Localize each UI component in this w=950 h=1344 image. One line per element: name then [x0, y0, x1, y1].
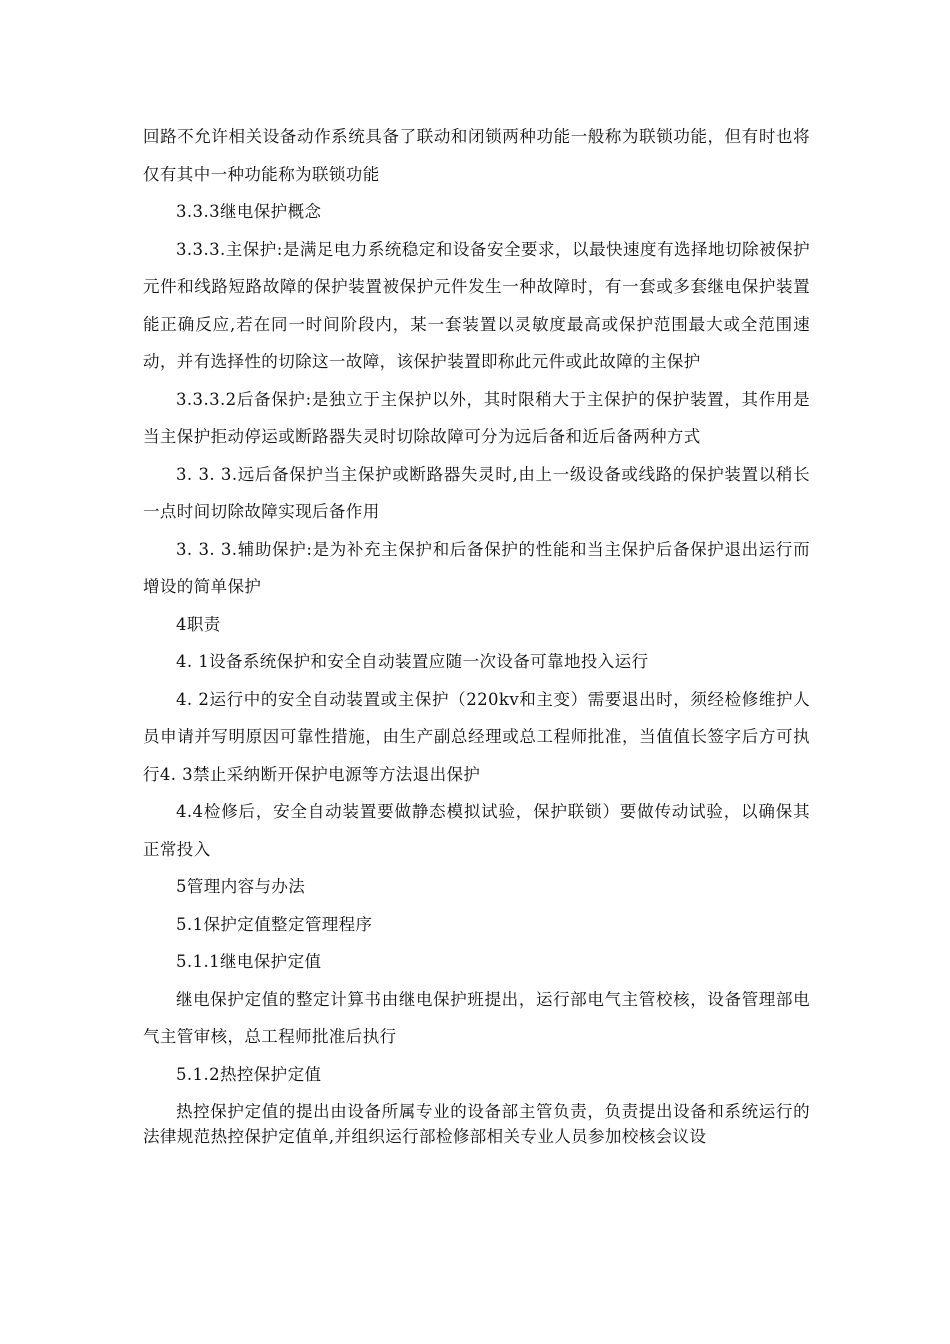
paragraph-backup-protection: 3.3.3.2后备保护:是独立于主保护以外，其时限稍大于主保护的保护装置，其作用是当主保护拒动停运或断路器失灵时切除故障可分为远后备和近后备两种方式	[143, 389, 810, 446]
paragraph-thermal-control-process: 热控保护定值的提出由设备所属专业的设备部主管负责，负责提出设备和系统运行的法律规范热控保护定值单,并组织运行部检修部相关专业人员参加校核会议设	[143, 1102, 810, 1146]
heading-setting-procedure: 5.1保护定值整定管理程序	[176, 914, 373, 934]
paragraph-responsibility-4-4: 4.4检修后，安全自动装置要做静态模拟试验，保护联锁）要做传动试验，以确保其正常投入	[143, 802, 810, 859]
document-body	[143, 118, 810, 1149]
paragraph-main-protection: 3.3.3.主保护:是满足电力系统稳定和设备安全要求，以最快速度有选择地切除被保护元件和线路短路故障的保护装置被保护元件发生一种故障时，有一套或多套继电保护装置能正确反应,若在同一时间阶段内，某一套装置以灵敏度最高或保护范围最大或全范围速动，并有选择性的切除这一故障，该保护装置即称此元件或此故障的主保护	[143, 239, 810, 371]
paragraph-relay-setting-process: 继电保护定值的整定计算书由继电保护班提出，运行部电气主管校核，设备管理部电气主管审核，总工程师批准后执行	[143, 989, 810, 1046]
paragraph-responsibility-4-1: 4. 1设备系统保护和安全自动装置应随一次设备可靠地投入运行	[176, 652, 649, 671]
heading-responsibilities: 4职责	[176, 614, 221, 634]
paragraph-interlock-definition: 回路不允许相关设备动作系统具备了联动和闭锁两种功能一般称为联锁功能，但有时也将仅有其中一种功能称为联锁功能	[143, 127, 810, 184]
paragraph-responsibility-4-2: 4. 2运行中的安全自动装置或主保护（220kv和主变）需要退出时，须经检修维护人员申请并写明原因可靠性措施，由生产副总经理或总工程师批准，当值值长签字后方可执行4. 3禁止采纳断开保护电源等方法退出保护	[143, 689, 810, 784]
paragraph-auxiliary-protection: 3. 3. 3.辅助保护:是为补充主保护和后备保护的性能和当主保护后备保护退出运行而增设的简单保护	[143, 539, 810, 596]
paragraph-remote-backup-protection: 3. 3. 3.远后备保护当主保护或断路器失灵时,由上一级设备或线路的保护装置以稍长一点时间切除故障实现后备作用	[143, 464, 810, 521]
heading-thermal-control-setting: 5.1.2热控保护定值	[176, 1064, 322, 1084]
heading-management-content: 5管理内容与办法	[176, 877, 306, 896]
heading-relay-protection-concept: 3.3.3继电保护概念	[176, 202, 322, 221]
heading-relay-protection-setting: 5.1.1继电保护定值	[176, 952, 322, 971]
